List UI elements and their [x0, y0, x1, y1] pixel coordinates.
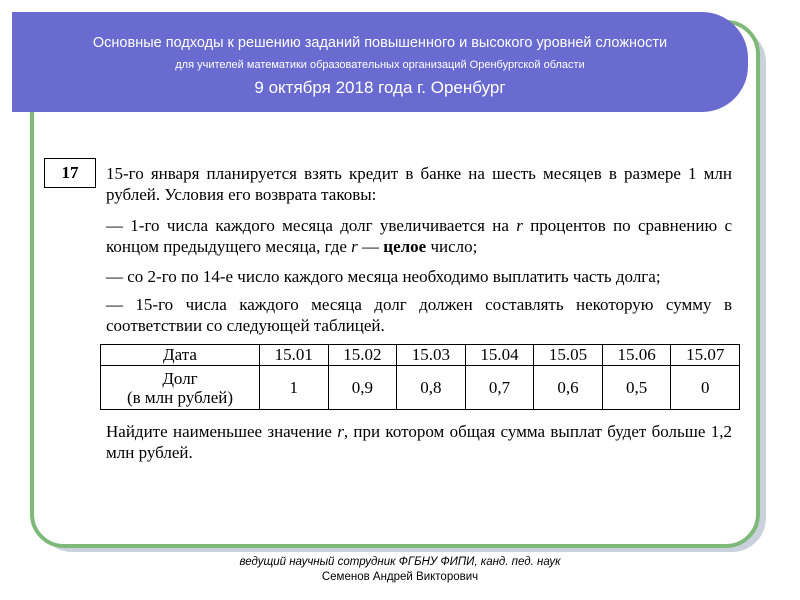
author-name: Семенов Андрей Викторович: [321, 571, 479, 583]
task-question: [106, 421, 732, 463]
question-text-b: , при котором общая сумма выплат будет больше 1,2 млн рублей.: [106, 422, 733, 462]
task-condition-3: — 15-го числа каждого месяца долг должен составлять некоторую сумму в соответствии со следующей таблицей.: [106, 295, 732, 335]
condition-1-text-b: процентов по сравнению с концом предыдущего месяца, где: [106, 216, 733, 256]
table-cell-debt: 0,8: [397, 366, 466, 410]
table-row-dates: [101, 345, 740, 366]
table-cell-date: 15.04: [465, 345, 534, 366]
condition-1-dash: —: [362, 237, 380, 256]
table-cell-debt: 1: [260, 366, 329, 410]
table-cell-debt: 0,5: [602, 366, 671, 410]
variable-r: r: [351, 237, 358, 256]
header-banner: [12, 12, 748, 112]
header-date-place: 9 октября 2018 года г. Оренбург: [254, 78, 506, 97]
condition-1-bold-word: целое: [383, 237, 427, 256]
author-position: ведущий научный сотрудник ФГБНУ ФИПИ, канд. пед. наук: [239, 556, 561, 568]
table-cell-debt: 0,6: [534, 366, 603, 410]
table-header-debt-l2: (в млн рублей): [126, 387, 234, 407]
table-cell-date: 15.01: [260, 345, 329, 366]
table-cell-date: 15.05: [534, 345, 603, 366]
question-text-a: Найдите наименьшее значение: [106, 422, 332, 441]
table-cell-debt: 0,9: [328, 366, 397, 410]
table-cell-date: 15.07: [671, 345, 740, 366]
debt-table: [100, 344, 740, 410]
table-header-date: Дата: [101, 345, 260, 366]
table-header-debt: [101, 366, 260, 410]
task-condition-2: — со 2-го по 14-е число каждого месяца необходимо выплатить часть долга;: [106, 267, 661, 286]
variable-r: r: [516, 216, 523, 235]
table-header-debt-l1: Долг: [162, 368, 198, 388]
task-condition-1: [106, 215, 732, 257]
table-row-debts: [101, 366, 740, 410]
variable-r: r: [337, 422, 344, 441]
condition-1-text-a: — 1-го числа каждого месяца долг увеличивается на: [106, 216, 509, 235]
table-cell-debt: 0,7: [465, 366, 534, 410]
condition-1-text-end: число;: [430, 237, 478, 256]
header-subtitle: для учителей математики образовательных организаций Оренбургской области: [175, 59, 585, 71]
table-cell-date: 15.02: [328, 345, 397, 366]
task-number: 17: [44, 158, 96, 188]
table-cell-debt: 0: [671, 366, 740, 410]
task-intro: 15-го января планируется взять кредит в банке на шесть месяцев в размере 1 млн рублей. Условия его возврата таковы:: [106, 164, 732, 204]
table-cell-date: 15.03: [397, 345, 466, 366]
header-title: Основные подходы к решению заданий повышенного и высокого уровней сложности: [92, 35, 668, 51]
footer: [0, 556, 800, 583]
table-cell-date: 15.06: [602, 345, 671, 366]
